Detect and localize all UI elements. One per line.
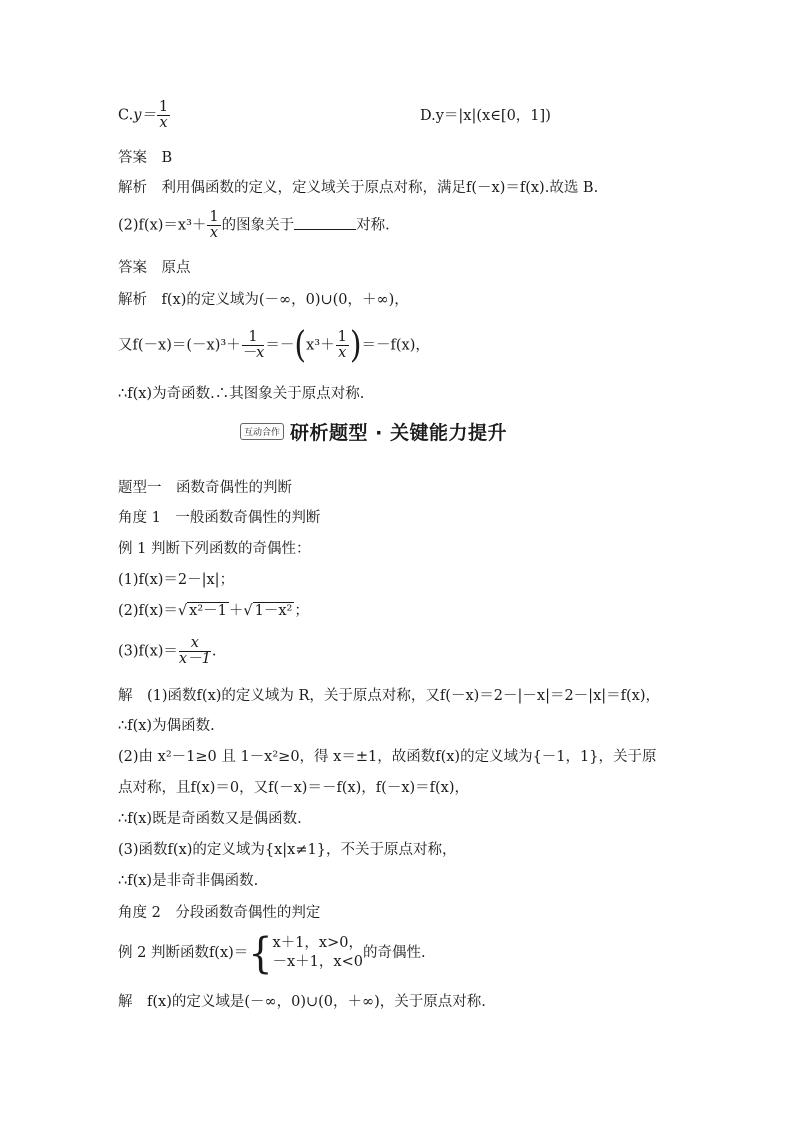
banner-title: 研析题型 · 关键能力提升 (290, 422, 507, 444)
answer-label: 答案 (118, 260, 147, 276)
solution-3: (3)函数f(x)的定义域为{x|x≠1}，不关于原点对称， (118, 842, 457, 858)
solution-1 (118, 686, 660, 706)
explanation-label: 解析 (118, 292, 147, 308)
solution-3-conclusion: ∴f(x)是非奇非偶函数. (118, 873, 259, 889)
question-2-middle: 的图象关于 (221, 217, 295, 234)
fraction-denominator: x (338, 345, 347, 361)
option-c-label: C. (118, 107, 134, 124)
example-1-part-3 (118, 636, 216, 667)
fraction-denominator: x－1 (178, 651, 211, 667)
case-1: x＋1，x>0， (272, 935, 363, 951)
solution-label: 解 (118, 688, 133, 704)
example-2-prefix: 例 2 判断函数f(x)＝ (118, 945, 249, 961)
question-2-suffix: 对称. (356, 217, 390, 234)
piecewise-cases (273, 934, 363, 972)
piecewise-brace: { (248, 928, 273, 978)
explanation-2 (118, 290, 409, 310)
section-heading: 题型一 函数奇偶性的判断 (118, 480, 292, 496)
derivation-inner: x³＋ (306, 337, 335, 354)
question-2 (118, 210, 390, 241)
option-c-fraction (157, 100, 170, 131)
example-2 (118, 928, 426, 978)
part-2-prefix: (2)f(x)＝ (118, 603, 178, 619)
option-c-lhs: y＝ (133, 107, 156, 124)
solution-1-conclusion: ∴f(x)为偶函数. (118, 718, 215, 734)
solution-4 (118, 992, 486, 1012)
question-2-fraction (207, 210, 220, 241)
fraction-numerator: 1 (242, 330, 265, 346)
angle-2-heading: 角度 2 分段函数奇偶性的判定 (118, 905, 321, 921)
derivation-mid: ＝－ (265, 337, 295, 354)
section-banner (240, 418, 507, 445)
solution-2-conclusion: ∴f(x)既是奇函数又是偶函数. (118, 811, 302, 827)
solution-text: f(x)的定义域是(－∞，0)∪(0，＋∞)，关于原点对称. (147, 994, 486, 1010)
solution-2: (2)由 x²－1≥0 且 1－x²≥0，得 x＝±1，故函数f(x)的定义域为{－1，1}，关于原 (118, 749, 657, 765)
example-1-part-1: (1)f(x)＝2－|x|； (118, 572, 235, 588)
fraction-denominator: x (159, 115, 168, 131)
answer-label: 答案 (118, 150, 147, 166)
sqrt-1: x²－1 (189, 603, 227, 619)
fraction-denominator: x (209, 225, 219, 241)
derivation-suffix: ＝－f(x)， (361, 337, 430, 354)
answer-blank (294, 215, 356, 230)
question-2-prefix: (2)f(x)＝x³＋ (118, 217, 207, 234)
case-2: －x＋1，x<0 (272, 954, 363, 970)
banner-badge: 互动合作 (240, 423, 284, 440)
right-paren: ) (349, 323, 362, 366)
plus: ＋ (228, 603, 244, 619)
explanation-2-derivation (118, 323, 430, 366)
part-3-suffix: . (211, 643, 217, 660)
derivation-fraction (242, 330, 265, 361)
answer-value: 原点 (161, 260, 191, 276)
answer-1 (118, 148, 172, 168)
left-paren: ( (294, 323, 307, 366)
answer-2 (118, 258, 191, 278)
explanation-1 (118, 178, 598, 198)
explanation-text: 利用偶函数的定义，定义域关于原点对称，满足f(－x)＝f(x).故选 B. (161, 180, 599, 196)
fraction-numerator: x (179, 636, 211, 652)
angle-1-heading: 角度 1 一般函数奇偶性的判断 (118, 510, 321, 526)
fraction-numerator: 1 (209, 209, 219, 225)
example-1-part-2: (2)f(x)＝√ x²－1 ＋√ 1－x² ； (118, 603, 309, 619)
part-3-fraction (179, 636, 211, 667)
option-d: D.y＝|x|(x∈[0，1]) (420, 108, 551, 124)
example-2-suffix: 的奇偶性. (362, 945, 426, 961)
sqrt-2: 1－x² (254, 603, 293, 619)
solution-2-cont: 点对称，且f(x)＝0，又f(－x)＝－f(x)，f(－x)＝f(x)， (118, 780, 470, 796)
option-c (118, 100, 171, 131)
fraction-numerator: 1 (337, 329, 347, 345)
solution-label: 解 (118, 994, 133, 1010)
explanation-2-conclusion: ∴f(x)为奇函数.∴其图象关于原点对称. (118, 386, 365, 402)
solution-text: (1)函数f(x)的定义域为 R，关于原点对称，又f(－x)＝2－|－x|＝2－|x|＝f(x)， (147, 688, 660, 704)
explanation-text: f(x)的定义域为(－∞，0)∪(0，＋∞)， (161, 292, 409, 308)
derivation-prefix: 又f(－x)＝(－x)³＋ (118, 337, 241, 354)
answer-value: B (161, 150, 173, 166)
part-2-suffix: ； (294, 603, 309, 619)
example-1: 例 1 判断下列函数的奇偶性： (118, 541, 311, 557)
explanation-label: 解析 (118, 180, 147, 196)
inner-fraction (336, 330, 349, 361)
part-3-prefix: (3)f(x)＝ (118, 643, 178, 660)
fraction-denominator: －x (241, 345, 265, 361)
fraction-numerator: 1 (158, 99, 169, 115)
